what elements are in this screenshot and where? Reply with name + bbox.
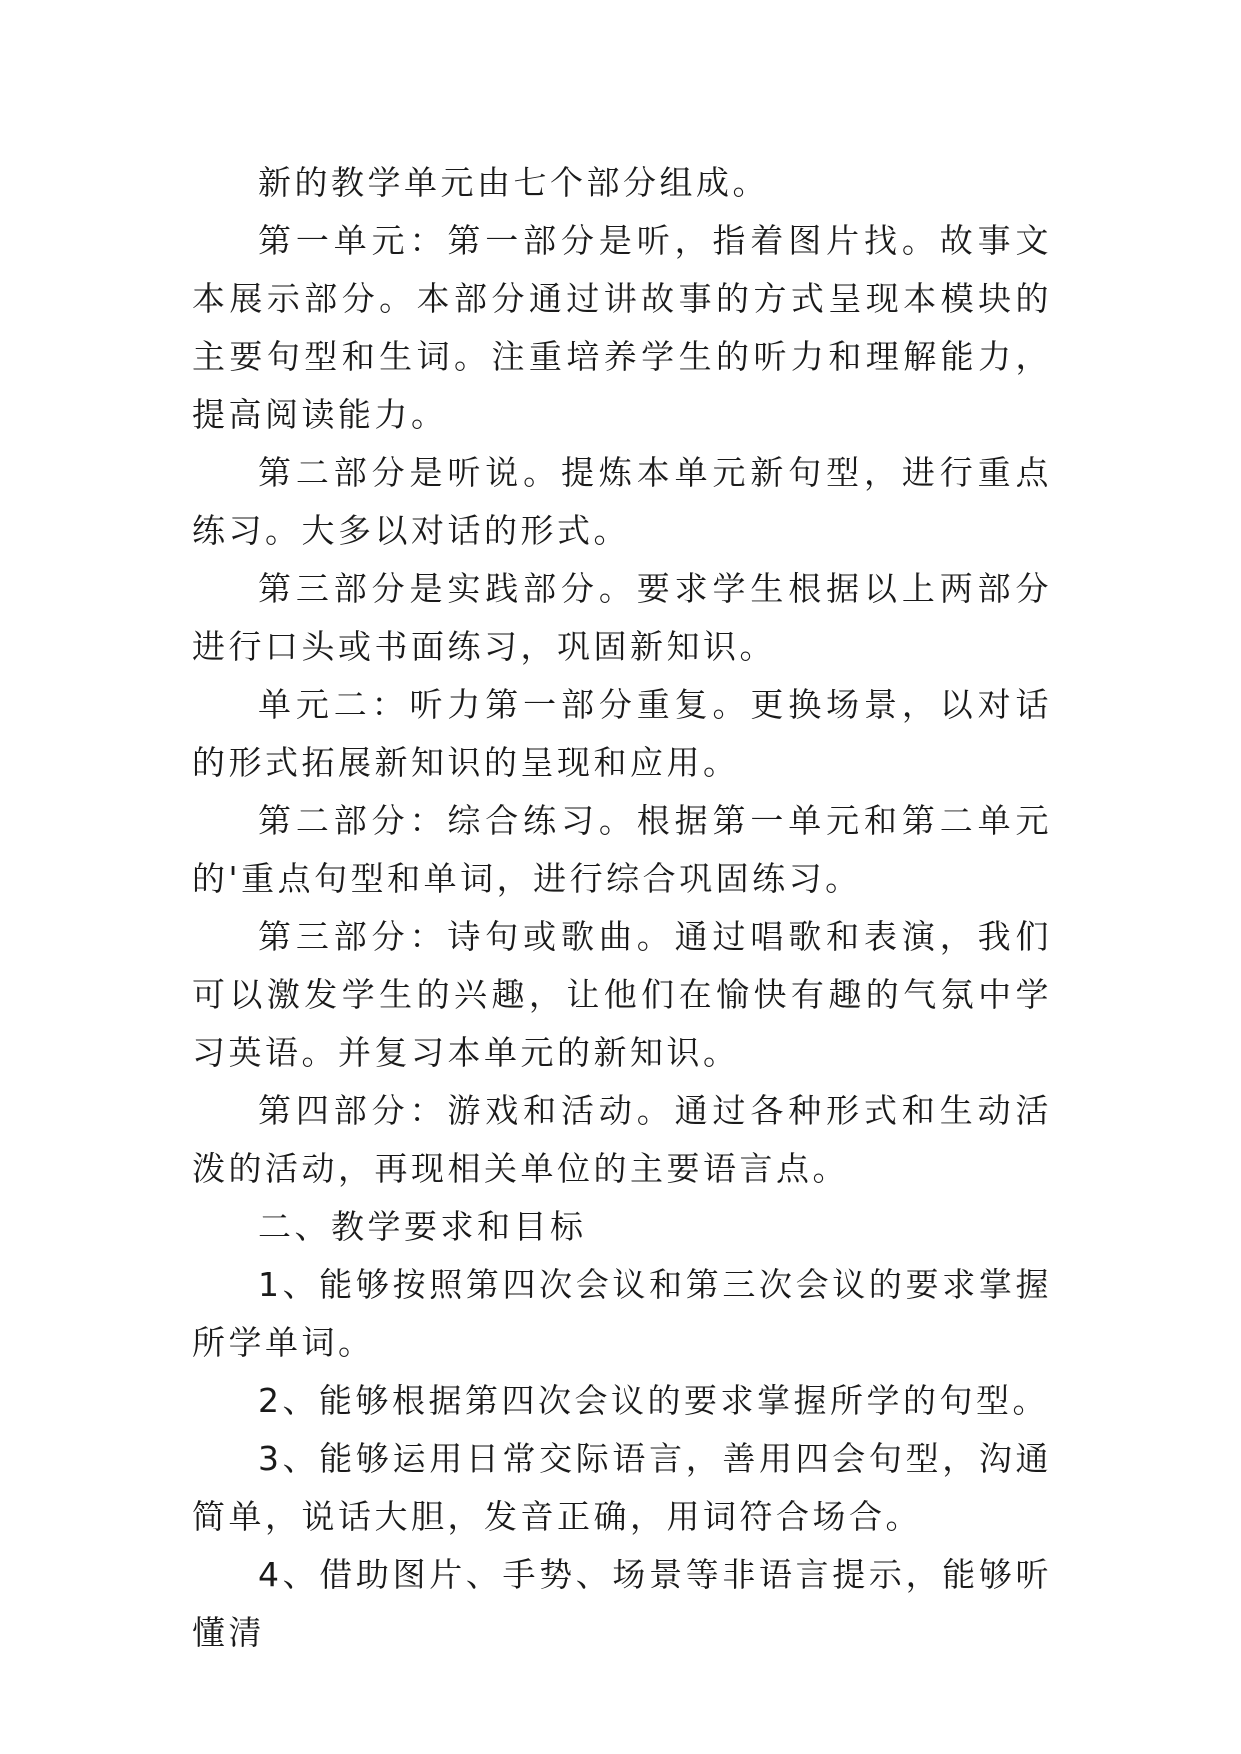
paragraph-intro: 新的教学单元由七个部分组成。 <box>258 163 769 202</box>
paragraph-unit1-part2: 第二部分是听说。提炼本单元新句型，进行重点练习。大多以对话的形式。 <box>192 453 1052 550</box>
section-heading-requirements: 二、教学要求和目标 <box>258 1207 587 1246</box>
document-body <box>192 154 1052 1662</box>
paragraph-unit1-part3: 第三部分是实践部分。要求学生根据以上两部分进行口头或书面练习，巩固新知识。 <box>192 569 1052 666</box>
paragraph-unit2-part2: 第二部分：综合练习。根据第一单元和第二单元的'重点句型和单词，进行综合巩固练习。 <box>192 801 1052 898</box>
list-item-4: 4、借助图片、手势、场景等非语言提示，能够听懂清 <box>192 1555 1052 1652</box>
paragraph-unit1-part1: 第一单元：第一部分是听，指着图片找。故事文本展示部分。本部分通过讲故事的方式呈现本模块的主要句型和生词。注重培养学生的听力和理解能力，提高阅读能力。 <box>192 221 1052 434</box>
paragraph-unit2-part4: 第四部分：游戏和活动。通过各种形式和生动活泼的活动，再现相关单位的主要语言点。 <box>192 1091 1052 1188</box>
paragraph-unit2-part1: 单元二：听力第一部分重复。更换场景，以对话的形式拓展新知识的呈现和应用。 <box>192 685 1052 782</box>
list-item-1: 1、能够按照第四次会议和第三次会议的要求掌握所学单词。 <box>192 1265 1052 1362</box>
list-item-3: 3、能够运用日常交际语言，善用四会句型，沟通简单，说话大胆，发音正确，用词符合场合。 <box>192 1439 1052 1536</box>
paragraph-unit2-part3: 第三部分：诗句或歌曲。通过唱歌和表演，我们可以激发学生的兴趣，让他们在愉快有趣的气氛中学习英语。并复习本单元的新知识。 <box>192 917 1052 1072</box>
list-item-2: 2、能够根据第四次会议的要求掌握所学的句型。 <box>258 1381 1049 1420</box>
